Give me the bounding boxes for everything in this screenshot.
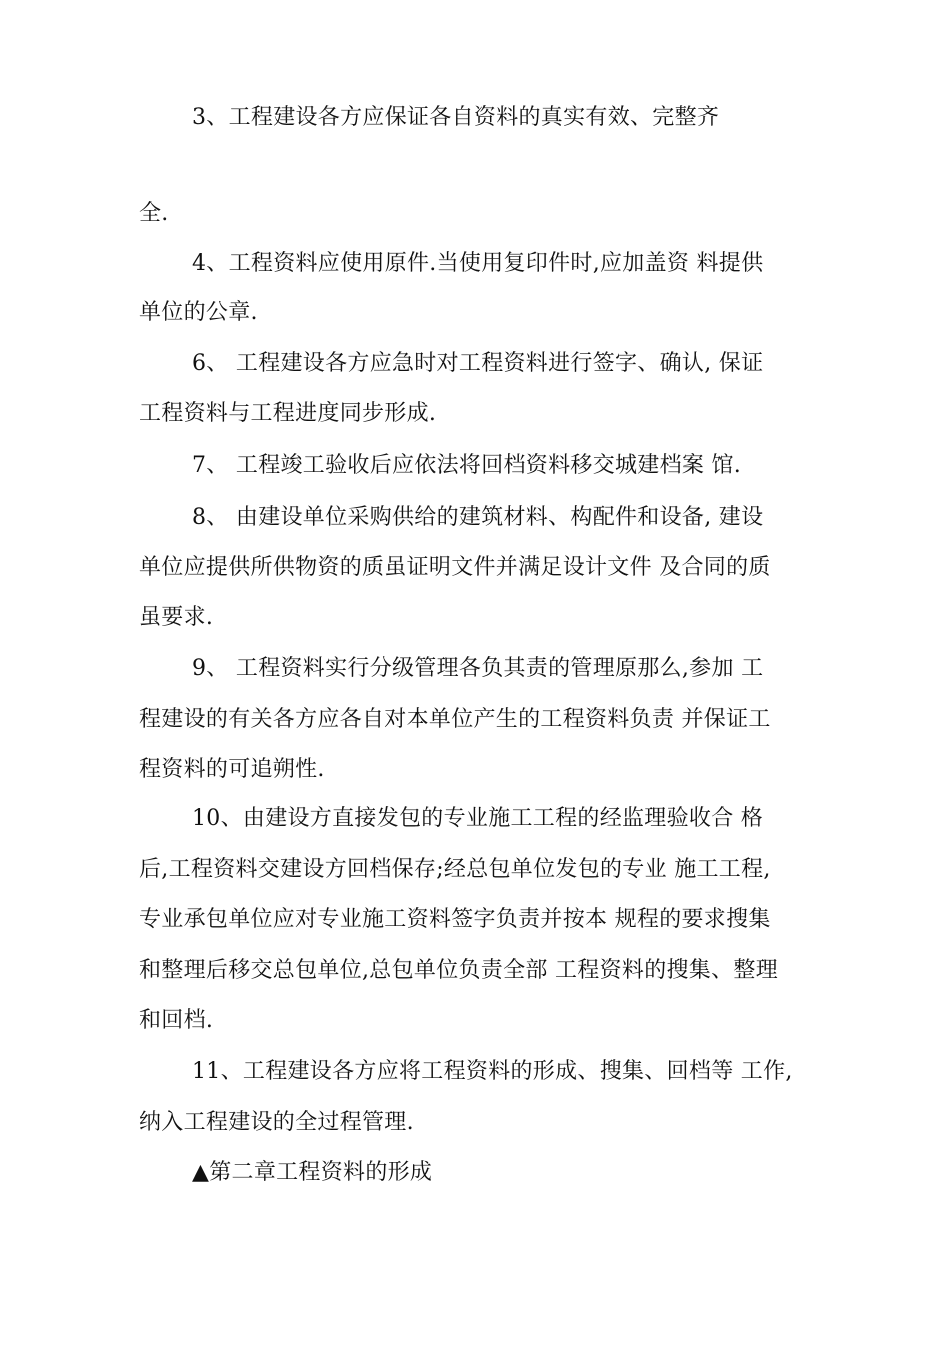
item-4-line-2: 单位的公章. [139, 300, 258, 325]
item-4-line-1: 4、工程资料应使用原件.当使用复印件时,应加盖资 料提供 [192, 251, 764, 276]
item-7-line-1: 7、 工程竣工验收后应依法将回档资料移交城建档案 馆. [192, 453, 742, 478]
item-9-line-2: 程建设的有关各方应各自对本单位产生的工程资料负责 并保证工 [139, 707, 771, 732]
item-6-line-1: 6、 工程建设各方应急时对工程资料进行签字、确认, 保证 [192, 351, 764, 376]
item-10-line-2: 后,工程资料交建设方回档保存;经总包单位发包的专业 施工工程, [139, 857, 771, 882]
item-11-line-2: 纳入工程建设的全过程管理. [139, 1110, 414, 1135]
item-6-line-2: 工程资料与工程进度同步形成. [139, 401, 437, 426]
item-3-line-2: 全. [139, 201, 169, 226]
item-10-line-4: 和整理后移交总包单位,总包单位负责全部 工程资料的搜集、整理 [139, 958, 778, 983]
item-9-line-1: 9、 工程资料实行分级管理各负其责的管理原那么,参加 工 [192, 656, 764, 681]
item-8-line-2: 单位应提供所供物资的质虽证明文件并满足设计文件 及合同的质 [139, 555, 771, 580]
item-3-line-1: 3、工程建设各方应保证各自资料的真实有效、完整齐 [192, 105, 720, 130]
item-8-line-1: 8、 由建设单位采购供给的建筑材料、构配件和设备, 建设 [192, 505, 764, 530]
item-10-line-1: 10、由建设方直接发包的专业施工工程的经监理验收合 格 [192, 806, 764, 831]
item-8-line-3: 虽要求. [139, 605, 214, 630]
item-10-line-5: 和回档. [139, 1008, 214, 1033]
item-9-line-3: 程资料的可追朔性. [139, 757, 325, 782]
chapter-heading: ▲第二章工程资料的形成 [192, 1160, 433, 1185]
item-10-line-3: 专业承包单位应对专业施工资料签字负责并按本 规程的要求搜集 [139, 907, 771, 932]
item-11-line-1: 11、工程建设各方应将工程资料的形成、搜集、回档等 工作, [192, 1059, 793, 1084]
